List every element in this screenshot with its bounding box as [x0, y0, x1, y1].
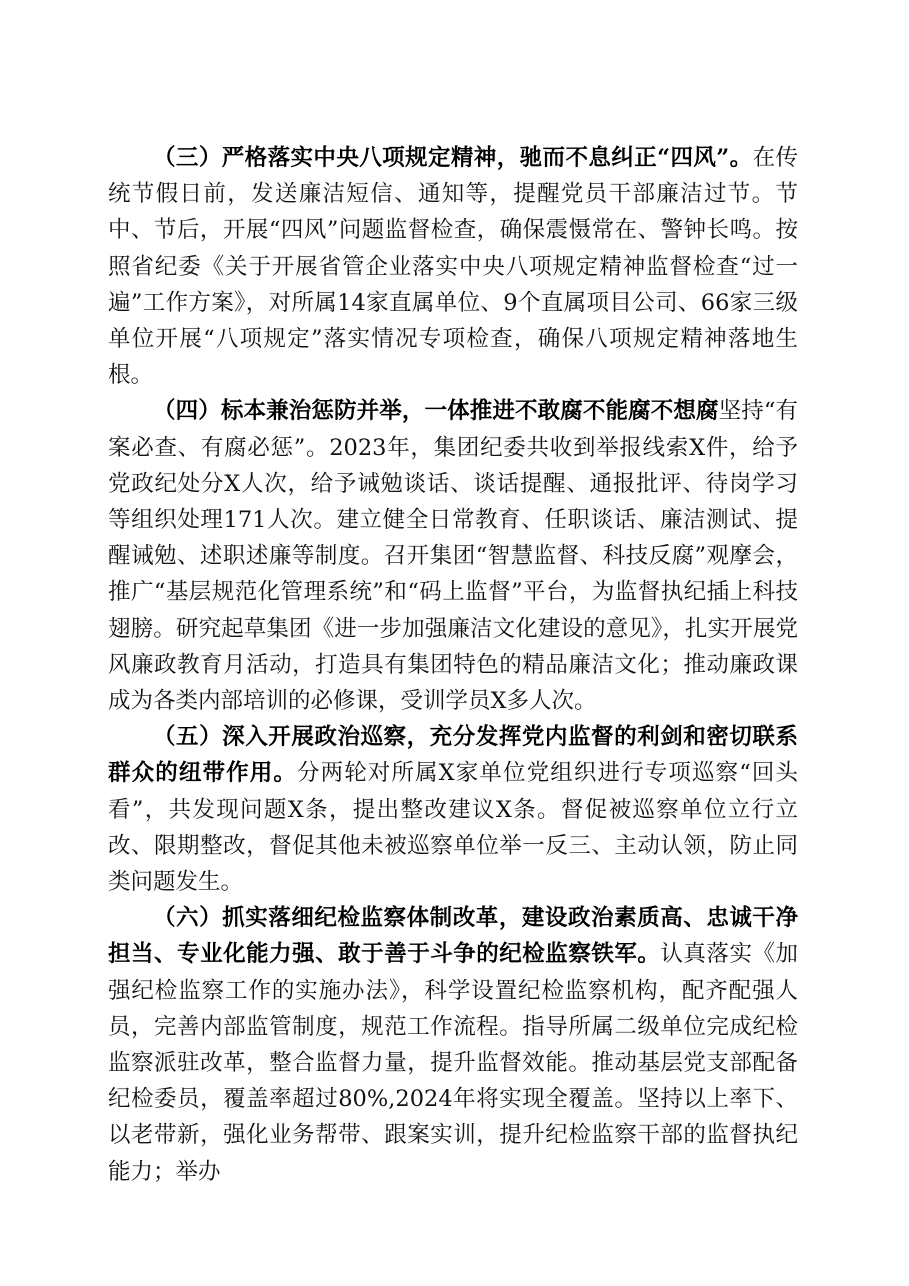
paragraph-6-body: 认真落实《加强纪检监察工作的实施办法》，科学设置纪检监察机构，配齐配强人员，完善内部监管制度，规范工作流程。指导所属二级单位完成纪检监察派驻改革，整合监督力量，提升监督效能。推动基层党支部配备纪检委员，覆盖率超过80%,2024年将实现全覆盖。坚持以上率下、以老带新，强化业务帮带、跟案实训，提升纪检监察干部的监督执纪能力；举办 [108, 941, 798, 1185]
paragraph-6-heading: （六）抓实落细纪检监察体制改革，建设政治素质高、忠诚干净担当、专业化能力强、敢于善于斗争的纪检监察铁军。 [108, 905, 798, 968]
paragraph-5-heading: （五）深入开展政治巡察，充分发挥党内监督的利剑和密切联系群众的纽带作用。 [108, 724, 798, 787]
paragraph-3 [108, 140, 798, 393]
paragraph-5 [108, 719, 798, 900]
paragraph-5-body: 分两轮对所属X家单位党组织进行专项巡察“回头看”，共发现问题X条，提出整改建议X条。督促被巡察单位立行立改、限期整改，督促其他未被巡察单位举一反三、主动认领，防止同类问题发生。 [108, 760, 798, 896]
paragraph-4-heading: （四）标本兼治惩防并举，一体推进不敢腐不能腐不想腐 [153, 398, 719, 425]
paragraph-3-body: 在传统节假日前，发送廉洁短信、通知等，提醒党员干部廉洁过节。节中、节后，开展“四风”问题监督检查，确保震慑常在、警钟长鸣。按照省纪委《关于开展省管企业落实中央八项规定精神监督检查“过一遍”工作方案》，对所属14家直属单位、9个直属项目公司、66家三级单位开展“八项规定”落实情况专项检查，确保八项规定精神落地生根。 [108, 145, 798, 389]
paragraph-3-heading: （三）严格落实中央八项规定精神，驰而不息纠正“四风”。 [153, 145, 753, 171]
document-body [108, 140, 798, 1190]
paragraph-6 [108, 900, 798, 1190]
paragraph-4-body: 坚持“有案必查、有腐必惩”。2023年，集团纪委共收到举报线索X件，给予党政纪处分X人次，给予诫勉谈话、谈话提醒、通报批评、待岗学习等组织处理171人次。建立健全日常教育、任职谈话、廉洁测试、提醒诫勉、述职述廉等制度。召开集团“智慧监督、科技反腐”观摩会，推广“基层规范化管理系统”和“码上监督”平台，为监督执纪插上科技翅膀。研究起草集团《进一步加强廉洁文化建设的意见》，扎实开展党风廉政教育月活动，打造具有集团特色的精品廉洁文化；推动廉政课成为各类内部培训的必修课，受训学员X多人次。 [108, 398, 798, 715]
paragraph-4 [108, 393, 798, 719]
